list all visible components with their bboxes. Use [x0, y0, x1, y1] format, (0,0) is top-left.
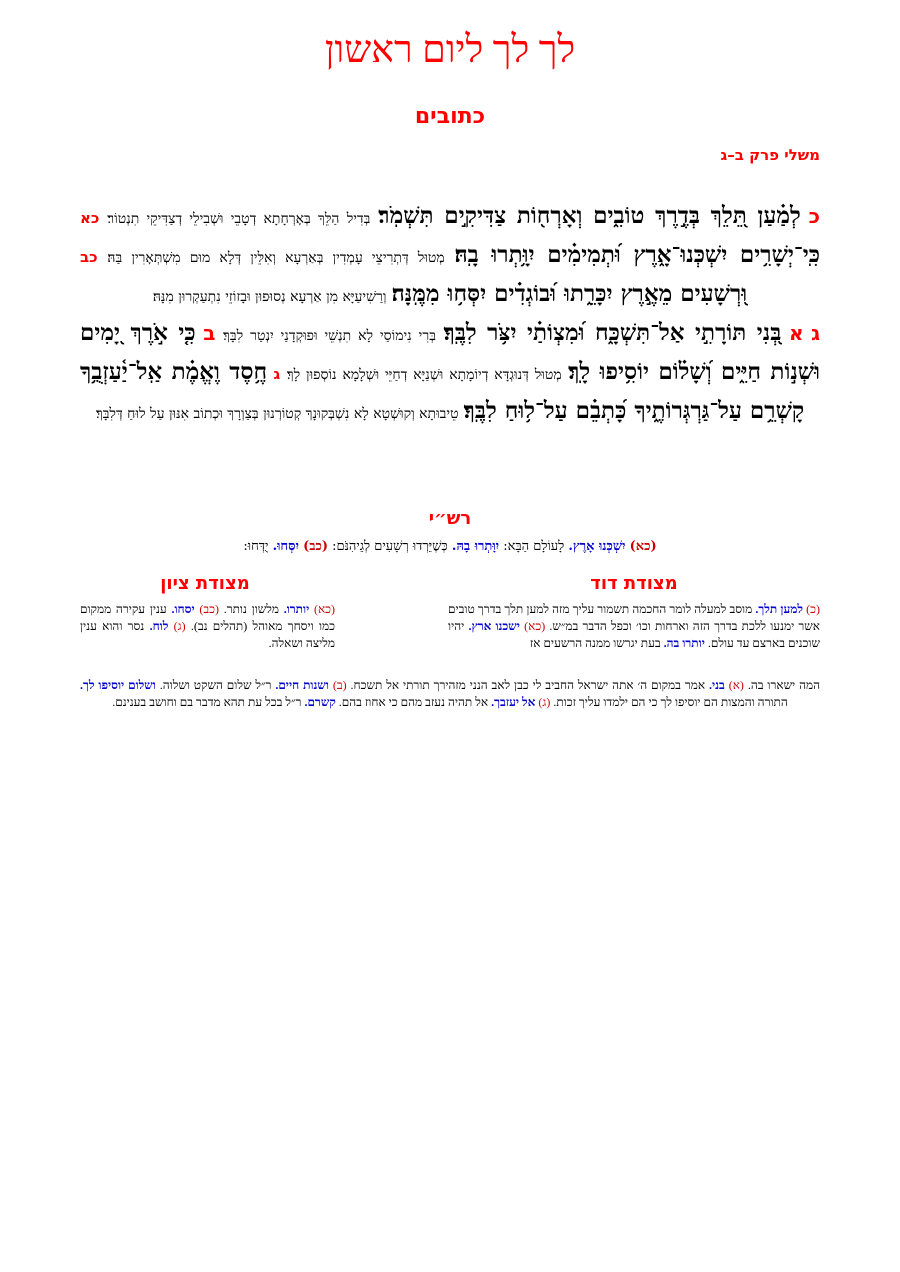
metzudat-david-continuation [80, 677, 820, 711]
commentary-text: ר״ל שלום השקט ושלוה. [159, 678, 272, 692]
verse-aramaic: בְּרִי נִימוֹסַי לָא תִנְשֵׁי וּפוּקְדָנַי יִנְטַר לִבָּךְ׃ [223, 328, 436, 344]
commentary-ref: (ג) [173, 619, 186, 633]
scripture-body [80, 198, 820, 432]
commentary-text: ר״ל בכל עת תהא מדבר בם וחושב בענינם. [112, 695, 302, 709]
verse-number: כא [80, 209, 100, 227]
commentary-headword: יותרו בה. [663, 636, 705, 650]
rashi-text: לָעוֹלָם הַבָּא: [503, 539, 565, 554]
metzudat-david-column [448, 601, 820, 652]
commentary-text: אמר במקום ה׳ אתה ישראל החביב לי כבן לאב הנני מזהירך תורתי אל תשכח. [350, 678, 706, 692]
verse-hebrew: חֶ֥סֶד וֶאֱמֶ֗ת אַֽל־יַ֫עַזְבֻ֥ךָ קָשְׁרֵ֥ם עַל־גַּרְגְּרוֹתֶ֑יךָ כָּ֝תְבֵ֗ם עַל־ל֥וּחַ לִבֶּֽךָ׃ [80, 358, 805, 424]
rashi-ref: (כא) [629, 539, 657, 554]
rashi-headword: יִסְּחוּ. [272, 539, 299, 554]
verse-number: א [788, 321, 804, 345]
rashi-text: כְּשֶׁיֵּרְדוּ רְשָׁעִים לְגֵיהִנֹּם: [332, 539, 448, 554]
verse-number: ב [203, 321, 216, 345]
verse-aramaic: בְּדִיל הַלֵּךְ בְּאָרְחָתָא דְטָבֵי וּשְׁבִילֵי דְצַדִּיקֵי תִנְטוֹר׃ [107, 211, 371, 227]
verse-aramaic: וְרַשִׁיעַיָּא מִן אַרְעָא נְסוּפוּן וּבָזוֹזֵי נִתְעַקְרוּן מִנָּהּ׃ [152, 289, 387, 305]
verse [99, 202, 820, 229]
commentary-headword: לוח. [149, 619, 169, 633]
verse-hebrew: כִּֽי־יְשָׁרִ֥ים יִשְׁכְּנוּ־אָ֑רֶץ וּ֝תְמִימִ֗ים יִוָּ֥תְרוּ בָֽהּ׃ [454, 241, 820, 268]
commentary-ref: (כא) [524, 619, 546, 633]
verse-aramaic: טֵיבוּתָא וְקוּשְׁטָא לָא נִשְׁבְּקוּנָךְ קְטוֹרְנוּן בְּצַוְרָךְ וּכְתוֹב אִנּוּן עַל לוּחַ דְּלִבָּךְ׃ [95, 406, 459, 422]
commentary-text: בעת יגרשו ממנה הרשעים אז [529, 636, 661, 650]
commentary-text: נסר והוא ענין מליצה ושאלה. [80, 619, 335, 650]
commentary-headword: אל יעזבך. [491, 695, 536, 709]
commentary-text: המה ישארו בה. [747, 678, 821, 692]
commentary-text: ענין עקירה ממקום כמו ויסחך מאוהל (תהלים נב). [80, 602, 336, 633]
commentary-text: מלשון נותר. [223, 602, 279, 616]
commentary-ref: (כ) [806, 602, 821, 616]
rashi-text: יֻדְּחוּ: [243, 539, 269, 554]
verse-number: כב [80, 248, 98, 266]
section-heading: כתובים [414, 104, 486, 129]
commentary-headword: ושלום יוסיפו לך. [80, 678, 156, 692]
verse-hebrew: וּ֭רְשָׁעִים מֵאֶ֣רֶץ יִכָּרֵ֑תוּ וּ֝בוֹגְדִ֗ים יִסְּח֥וּ מִמֶּֽנָּה׃ [391, 280, 748, 307]
commentary-headword: ושנות חיים. [275, 678, 329, 692]
verse [215, 319, 821, 346]
commentary-text: יהיו שוכנים בארצם עד עולם. [448, 619, 820, 650]
commentary-headword: ישכנו ארץ. [468, 619, 520, 633]
commentary-text: מוסב למעלה לומר החכמה תשמור עליך מזה למען תלך בדרך טובים אשר ימנעו ללכת בדרך הזה וארחות וכו׳ וכפל הדבר במ״ש. [448, 602, 820, 633]
commentary-ref: (כב) [199, 602, 219, 616]
commentary-ref: (כא) [313, 602, 336, 616]
page-title: לך לך ליום ראשון [324, 29, 576, 71]
commentary-text: אל תהיה נעזב מהם כי אחוז בהם. [338, 695, 489, 709]
chapter-reference: משלי פרק ב–ג [720, 146, 820, 164]
metzudat-zion-heading: מצודת ציון [160, 573, 250, 594]
rashi-commentary [80, 537, 820, 557]
commentary-headword: למען תלך. [755, 602, 803, 616]
rashi-ref: (כב) [303, 539, 328, 554]
commentary-headword: יותרו. [283, 602, 310, 616]
verse-aramaic: מְטוּל דְּתְרִיצֵי עָמְדִין בְּאַרְעָא וְאִלֵּין דְּלָא מוּם מִשְׁתְּאָרִין בַּהּ׃ [107, 250, 445, 266]
verse-hebrew: כִּ֤י אֹ֣רֶךְ יָ֭מִים וּשְׁנ֣וֹת חַיִּ֑ים וְ֝שָׁל֗וֹם יוֹסִ֥יפוּ לָֽךְ׃ [80, 319, 820, 385]
commentary-ref: (ג) [538, 695, 551, 709]
chapter-number: ג [811, 321, 821, 345]
verse-aramaic: מְטוּל דְּנוּגְדָּא דְיוֹמָתָא וּשְׁנַיָּא דְחַיֵּי וּשְׁלָמָא נוֹסְפוּן לָךְ׃ [286, 367, 562, 383]
verse-hebrew: בְּ֭נִי תּוֹרָתִ֣י אַל־תִּשְׁכָּ֑ח וּ֝מִצְוֹתַ֗י יִצֹּ֥ר לִבֶּֽךָ׃ [443, 319, 782, 346]
verse-number: ג [273, 365, 281, 383]
commentary-ref: (א) [728, 678, 744, 692]
metzudat-zion-column [80, 601, 335, 652]
rashi-heading: רש״י [428, 508, 472, 529]
verse-hebrew: לְמַ֗עַן תֵּ֭לֵךְ בְּדֶ֣רֶךְ טוֹבִ֑ים וְאָרְח֖וֹת צַדִּיקִ֣ים תִּשְׁמֹֽר׃ [378, 202, 801, 229]
rashi-headword: יִשְׁכְּנוּ אָרֶץ. [568, 539, 626, 554]
commentary-ref: (ב) [332, 678, 347, 692]
rashi-headword: יִוָּתְרוּ בָהּ. [451, 539, 500, 554]
commentary-headword: בני. [708, 678, 725, 692]
commentary-text: התורה והמצות הם יוסיפו לך כי הם ילמדו עליך זכות. [553, 695, 788, 709]
commentary-headword: קשרם. [304, 695, 336, 709]
metzudat-david-heading: מצודת דוד [590, 573, 678, 594]
verse-number: כ [808, 204, 820, 228]
commentary-headword: יסחו. [171, 602, 195, 616]
